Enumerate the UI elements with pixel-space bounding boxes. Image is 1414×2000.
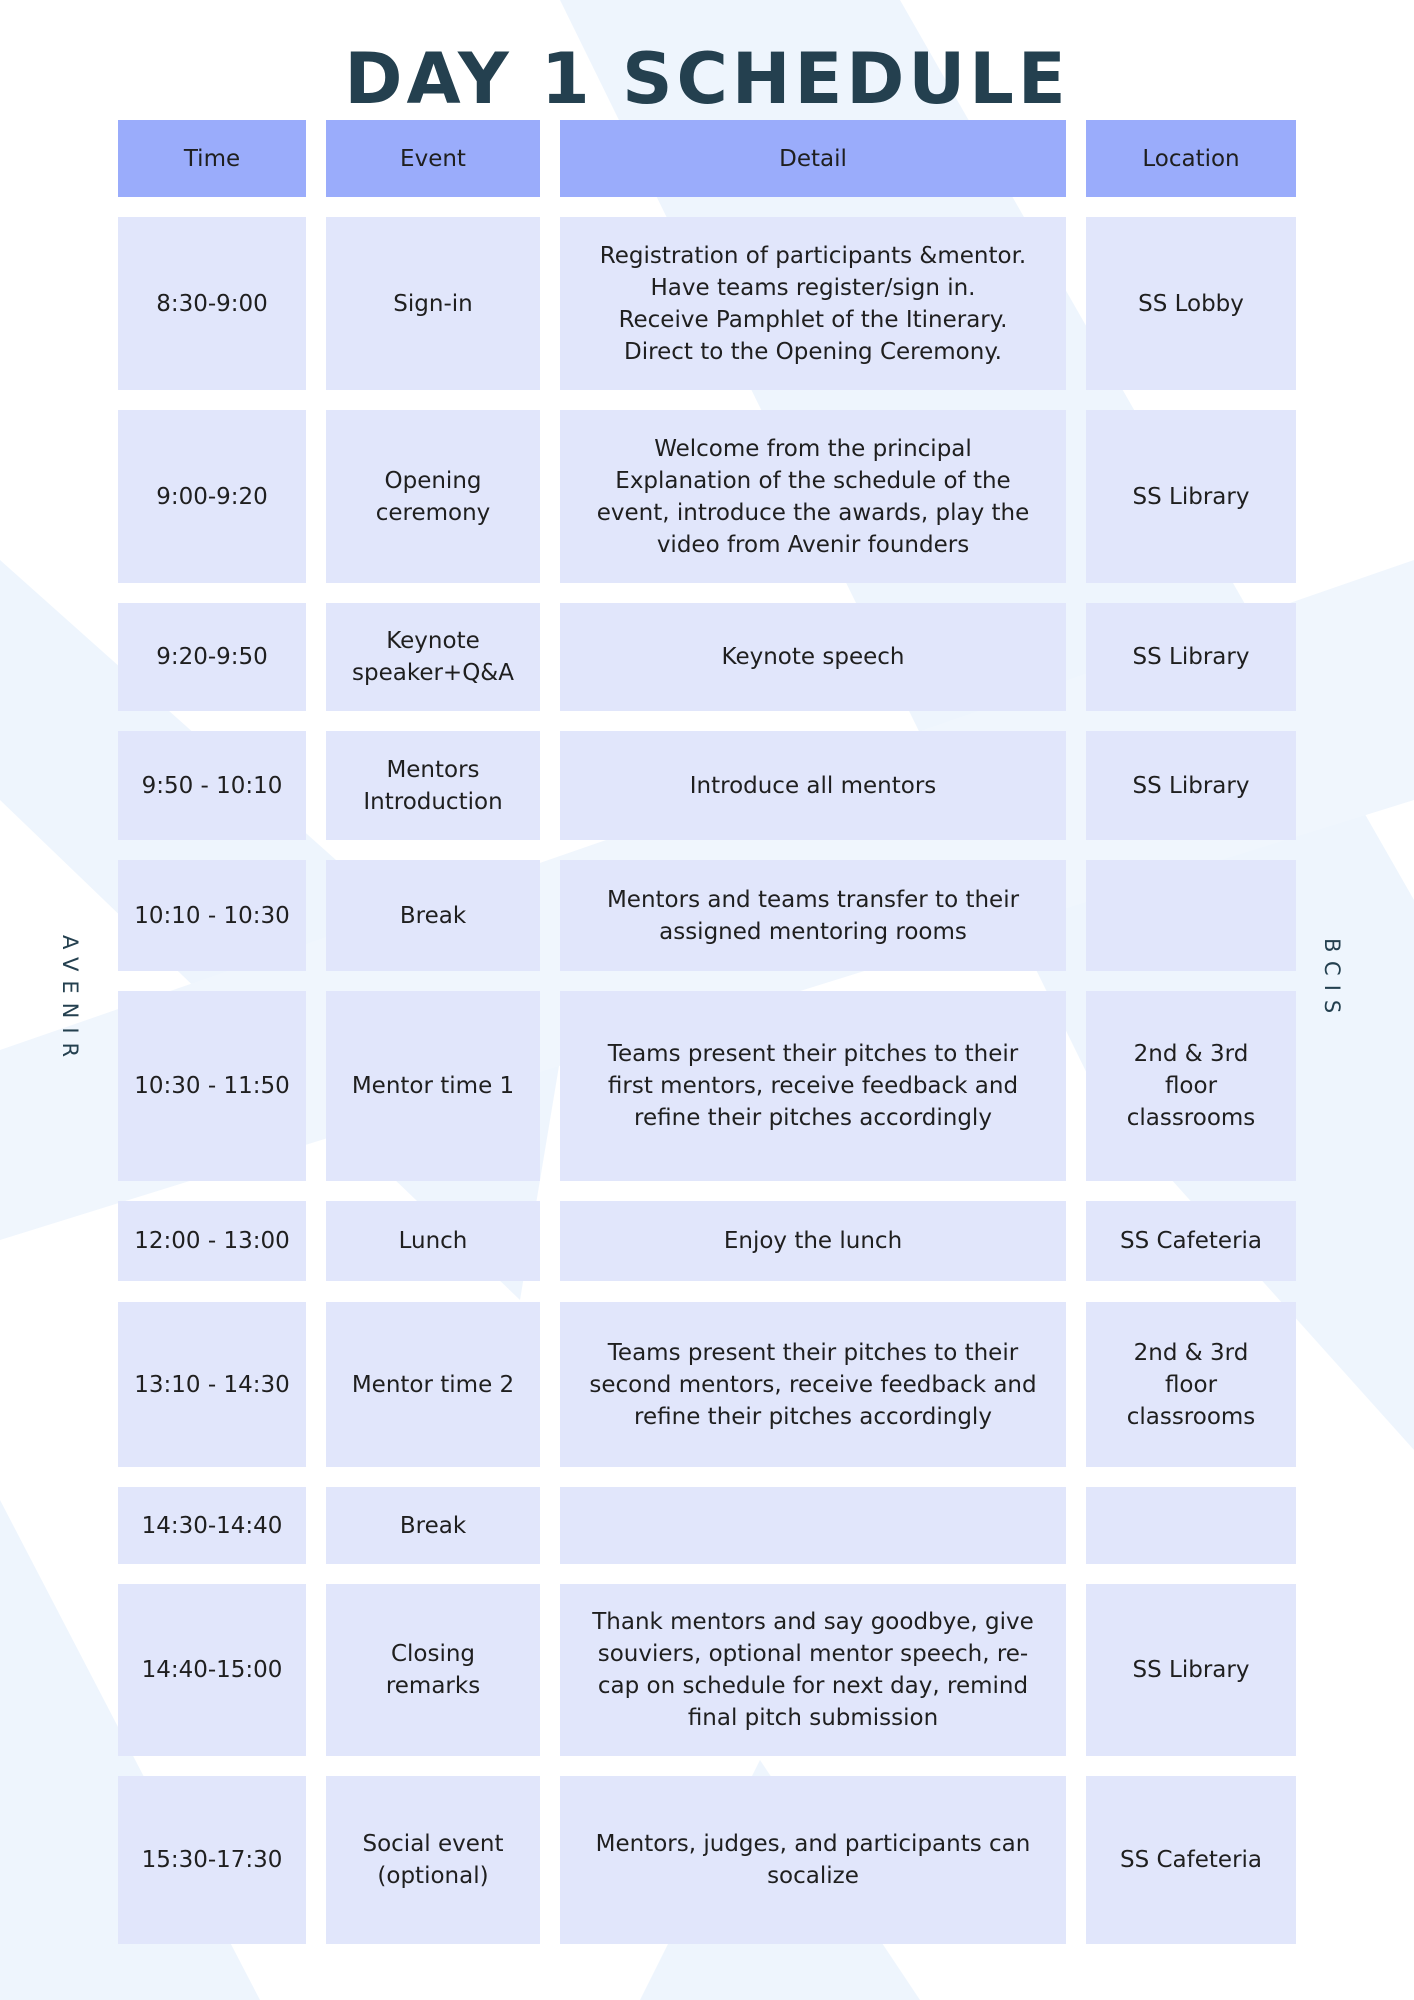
cell-time: 9:50 - 10:10 bbox=[118, 731, 306, 840]
cell-time: 9:00-9:20 bbox=[118, 410, 306, 583]
cell-time: 10:10 - 10:30 bbox=[118, 860, 306, 971]
cell-event: Sign-in bbox=[326, 217, 540, 390]
column-header-event: Event bbox=[326, 120, 540, 197]
column-header-time: Time bbox=[118, 120, 306, 197]
cell-detail: Mentors and teams transfer to their assigned mentoring rooms bbox=[560, 860, 1066, 971]
cell-event: Opening ceremony bbox=[326, 410, 540, 583]
cell-location: SS Library bbox=[1086, 1584, 1296, 1756]
cell-event: Mentor time 1 bbox=[326, 991, 540, 1181]
cell-time: 14:30-14:40 bbox=[118, 1487, 306, 1564]
column-header-detail: Detail bbox=[560, 120, 1066, 197]
cell-location bbox=[1086, 1487, 1296, 1564]
side-label-right: BCIS bbox=[1320, 938, 1344, 1023]
cell-detail: Keynote speech bbox=[560, 603, 1066, 711]
cell-time: 8:30-9:00 bbox=[118, 217, 306, 390]
column-header-location: Location bbox=[1086, 120, 1296, 197]
cell-time: 15:30-17:30 bbox=[118, 1776, 306, 1944]
cell-detail: Teams present their pitches to their second mentors, receive feedback and refine their pitches accordingly bbox=[560, 1302, 1066, 1467]
cell-detail bbox=[560, 1487, 1066, 1564]
cell-time: 10:30 - 11:50 bbox=[118, 991, 306, 1181]
cell-event: Mentor time 2 bbox=[326, 1302, 540, 1467]
cell-detail: Enjoy the lunch bbox=[560, 1201, 1066, 1281]
cell-location: SS Cafeteria bbox=[1086, 1201, 1296, 1281]
page-title: DAY 1 SCHEDULE bbox=[344, 38, 1070, 120]
cell-time: 14:40-15:00 bbox=[118, 1584, 306, 1756]
cell-location: SS Lobby bbox=[1086, 217, 1296, 390]
cell-detail: Registration of participants &mentor. Have teams register/sign in. Receive Pamphlet of the Itinerary. Direct to the Opening Ceremony. bbox=[560, 217, 1066, 390]
cell-time: 12:00 - 13:00 bbox=[118, 1201, 306, 1281]
cell-event: Keynote speaker+Q&A bbox=[326, 603, 540, 711]
cell-event: Closing remarks bbox=[326, 1584, 540, 1756]
cell-event: Mentors Introduction bbox=[326, 731, 540, 840]
cell-time: 9:20-9:50 bbox=[118, 603, 306, 711]
side-label-left: AVENIR bbox=[58, 935, 82, 1067]
cell-event: Social event (optional) bbox=[326, 1776, 540, 1944]
cell-detail: Teams present their pitches to their first mentors, receive feedback and refine their pitches accordingly bbox=[560, 991, 1066, 1181]
cell-location: SS Cafeteria bbox=[1086, 1776, 1296, 1944]
cell-location: SS Library bbox=[1086, 731, 1296, 840]
cell-detail: Mentors, judges, and participants can socalize bbox=[560, 1776, 1066, 1944]
cell-detail: Introduce all mentors bbox=[560, 731, 1066, 840]
cell-location: SS Library bbox=[1086, 410, 1296, 583]
cell-location: 2nd & 3rd floor classrooms bbox=[1086, 991, 1296, 1181]
cell-event: Lunch bbox=[326, 1201, 540, 1281]
cell-location: SS Library bbox=[1086, 603, 1296, 711]
cell-detail: Thank mentors and say goodbye, give souviers, optional mentor speech, re- cap on schedule for next day, remind final pitch submission bbox=[560, 1584, 1066, 1756]
cell-location bbox=[1086, 860, 1296, 971]
cell-detail: Welcome from the principal Explanation of the schedule of the event, introduce the awards, play the video from Avenir founders bbox=[560, 410, 1066, 583]
cell-event: Break bbox=[326, 1487, 540, 1564]
cell-time: 13:10 - 14:30 bbox=[118, 1302, 306, 1467]
cell-location: 2nd & 3rd floor classrooms bbox=[1086, 1302, 1296, 1467]
cell-event: Break bbox=[326, 860, 540, 971]
